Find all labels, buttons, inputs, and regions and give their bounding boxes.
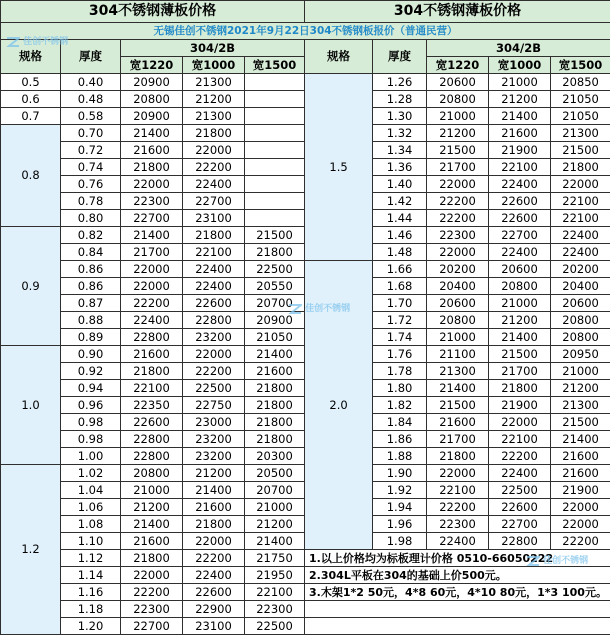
left-thickness-cell: 1.02 — [61, 465, 121, 482]
left-w1000-cell: 23200 — [183, 431, 245, 448]
right-w1220-cell: 21000 — [427, 329, 489, 346]
right-w1000-cell: 22600 — [489, 499, 551, 516]
right-width-1500-header: 宽1500 — [551, 57, 610, 74]
right-w1220-cell: 21000 — [427, 108, 489, 125]
right-thickness-cell: 1.96 — [373, 516, 427, 533]
left-width-1000-header: 宽1000 — [183, 57, 245, 74]
left-w1220-cell: 21800 — [121, 550, 183, 567]
left-w1500-cell: 21800 — [245, 244, 305, 261]
left-w1220-cell: 21400 — [121, 516, 183, 533]
right-thickness-cell: 1.34 — [373, 142, 427, 159]
left-w1500-cell: 21600 — [245, 363, 305, 380]
left-w1220-cell: 21400 — [121, 125, 183, 142]
right-thickness-cell: 1.46 — [373, 227, 427, 244]
left-w1220-cell: 22350 — [121, 397, 183, 414]
right-w1500-cell: 20600 — [551, 295, 610, 312]
left-w1500-cell — [245, 142, 305, 159]
left-w1500-cell — [245, 210, 305, 227]
right-w1220-cell: 22200 — [427, 193, 489, 210]
note-3: 3.木架1*2 50元，4*8 60元，4*10 80元，1*3 100元。 — [305, 584, 610, 601]
left-thickness-cell: 0.96 — [61, 397, 121, 414]
note-1: 1.以上价格均为标板理计价格 0510-66050222 — [305, 550, 610, 567]
left-w1000-cell: 22000 — [183, 533, 245, 550]
right-title: 304不锈钢薄板价格 — [305, 1, 610, 23]
left-thickness-cell: 0.88 — [61, 312, 121, 329]
right-w1500-cell: 21800 — [551, 159, 610, 176]
left-w1220-cell: 22000 — [121, 278, 183, 295]
right-thickness-cell: 1.98 — [373, 533, 427, 550]
left-thickness-cell: 1.08 — [61, 516, 121, 533]
right-w1220-cell: 21400 — [427, 380, 489, 397]
table-row — [1, 584, 610, 601]
left-thickness-cell: 0.80 — [61, 210, 121, 227]
left-thickness-cell: 1.00 — [61, 448, 121, 465]
left-thickness-cell: 0.70 — [61, 125, 121, 142]
right-w1500-cell: 20850 — [551, 74, 610, 91]
right-w1220-cell: 21700 — [427, 159, 489, 176]
right-thickness-cell: 1.84 — [373, 414, 427, 431]
left-w1500-cell: 21750 — [245, 550, 305, 567]
left-w1500-cell: 21800 — [245, 397, 305, 414]
left-w1220-cell: 21200 — [121, 499, 183, 516]
table-row — [1, 261, 610, 278]
right-w1220-cell: 20800 — [427, 91, 489, 108]
left-w1000-cell: 23200 — [183, 448, 245, 465]
right-w1000-cell: 22400 — [489, 176, 551, 193]
right-thickness-cell: 1.88 — [373, 448, 427, 465]
left-grade-header: 304/2B — [121, 40, 305, 57]
right-w1500-cell: 21500 — [551, 142, 610, 159]
left-w1000-cell: 22750 — [183, 397, 245, 414]
right-thickness-cell: 1.94 — [373, 499, 427, 516]
right-w1000-cell: 21000 — [489, 295, 551, 312]
right-w1220-cell: 21500 — [427, 142, 489, 159]
right-w1500-cell: 22000 — [551, 499, 610, 516]
right-thickness-cell: 1.70 — [373, 295, 427, 312]
right-spec-header: 规格 — [305, 40, 373, 74]
right-w1500-cell: 22000 — [551, 516, 610, 533]
right-w1220-cell: 20200 — [427, 261, 489, 278]
right-w1500-cell: 21600 — [551, 448, 610, 465]
left-thickness-cell: 0.40 — [61, 74, 121, 91]
left-w1000-cell: 22500 — [183, 380, 245, 397]
right-thickness-cell: 1.42 — [373, 193, 427, 210]
right-w1500-cell: 20800 — [551, 329, 610, 346]
left-w1500-cell: 21950 — [245, 567, 305, 584]
left-thickness-cell: 1.06 — [61, 499, 121, 516]
left-title: 304不锈钢薄板价格 — [1, 1, 305, 23]
right-w1000-cell: 21000 — [489, 74, 551, 91]
watermark-text: 佳创不锈钢 — [543, 556, 588, 566]
right-w1500-cell: 22400 — [551, 244, 610, 261]
right-thickness-cell: 1.68 — [373, 278, 427, 295]
right-w1000-cell: 22100 — [489, 159, 551, 176]
left-w1000-cell: 21200 — [183, 91, 245, 108]
right-w1000-cell: 21400 — [489, 108, 551, 125]
right-w1000-cell: 21700 — [489, 363, 551, 380]
left-w1220-cell: 21700 — [121, 244, 183, 261]
left-thickness-cell: 0.78 — [61, 193, 121, 210]
left-w1000-cell: 22400 — [183, 176, 245, 193]
left-w1500-cell: 21500 — [245, 227, 305, 244]
left-thickness-cell: 0.72 — [61, 142, 121, 159]
right-spec-cell: 1.5 — [305, 74, 373, 261]
right-w1500-cell: 20200 — [551, 261, 610, 278]
left-w1000-cell: 22600 — [183, 584, 245, 601]
right-thickness-cell: 1.66 — [373, 261, 427, 278]
left-thickness-cell: 0.74 — [61, 159, 121, 176]
right-thickness-cell: 1.86 — [373, 431, 427, 448]
right-w1500-cell: 21300 — [551, 397, 610, 414]
left-w1500-cell: 20700 — [245, 482, 305, 499]
left-w1000-cell: 22400 — [183, 261, 245, 278]
right-w1220-cell: 22300 — [427, 516, 489, 533]
left-w1220-cell: 22800 — [121, 329, 183, 346]
left-w1000-cell: 22400 — [183, 567, 245, 584]
right-w1220-cell: 21200 — [427, 125, 489, 142]
right-w1000-cell: 22200 — [489, 448, 551, 465]
left-w1220-cell: 22000 — [121, 567, 183, 584]
left-w1000-cell: 21600 — [183, 499, 245, 516]
left-w1500-cell: 22300 — [245, 601, 305, 618]
right-w1000-cell: 22700 — [489, 516, 551, 533]
right-w1220-cell: 20800 — [427, 312, 489, 329]
left-width-1500-header: 宽1500 — [245, 57, 305, 74]
right-w1220-cell: 22300 — [427, 227, 489, 244]
right-w1220-cell: 21300 — [427, 363, 489, 380]
left-w1500-cell: 20300 — [245, 448, 305, 465]
right-w1000-cell: 22400 — [489, 244, 551, 261]
left-thickness-cell: 0.89 — [61, 329, 121, 346]
right-w1500-cell: 22100 — [551, 210, 610, 227]
right-thickness-cell: 1.92 — [373, 482, 427, 499]
right-w1000-cell: 22700 — [489, 227, 551, 244]
right-w1000-cell: 21600 — [489, 125, 551, 142]
watermark-text: 佳创不锈钢 — [305, 304, 350, 314]
left-spec-cell: 1.0 — [1, 346, 61, 465]
note-4 — [305, 601, 610, 618]
right-w1220-cell: 22200 — [427, 210, 489, 227]
left-w1500-cell: 20700 — [245, 295, 305, 312]
left-w1000-cell: 21800 — [183, 516, 245, 533]
left-w1000-cell: 22900 — [183, 601, 245, 618]
left-w1500-cell: 21800 — [245, 431, 305, 448]
left-thickness-cell: 0.82 — [61, 227, 121, 244]
right-thickness-cell: 1.28 — [373, 91, 427, 108]
right-w1220-cell: 20600 — [427, 295, 489, 312]
left-w1500-cell: 20500 — [245, 465, 305, 482]
right-thickness-header: 厚度 — [373, 40, 427, 74]
left-thickness-cell: 0.76 — [61, 176, 121, 193]
table-row — [1, 567, 610, 584]
right-thickness-cell: 1.72 — [373, 312, 427, 329]
left-w1500-cell — [245, 91, 305, 108]
left-w1220-cell: 20800 — [121, 91, 183, 108]
right-w1220-cell: 22100 — [427, 482, 489, 499]
right-w1220-cell: 21500 — [427, 397, 489, 414]
right-thickness-cell: 1.78 — [373, 363, 427, 380]
left-spec-cell: 0.8 — [1, 125, 61, 227]
left-w1000-cell: 22400 — [183, 278, 245, 295]
right-w1220-cell: 21800 — [427, 448, 489, 465]
left-w1220-cell: 22700 — [121, 210, 183, 227]
table-row — [1, 618, 610, 635]
right-thickness-cell: 1.36 — [373, 159, 427, 176]
left-w1220-cell: 22400 — [121, 312, 183, 329]
right-w1000-cell: 22000 — [489, 414, 551, 431]
left-w1500-cell: 22500 — [245, 618, 305, 635]
left-w1220-cell: 21000 — [121, 482, 183, 499]
left-w1220-cell: 22300 — [121, 193, 183, 210]
right-w1220-cell: 22400 — [427, 533, 489, 550]
left-w1220-cell: 21600 — [121, 346, 183, 363]
right-thickness-cell: 1.76 — [373, 346, 427, 363]
left-w1500-cell — [245, 74, 305, 91]
left-w1220-cell: 21800 — [121, 363, 183, 380]
watermark-text: 佳创不锈钢 — [23, 37, 68, 47]
right-w1000-cell: 22600 — [489, 210, 551, 227]
left-w1000-cell: 21800 — [183, 125, 245, 142]
right-w1220-cell: 22200 — [427, 499, 489, 516]
right-w1000-cell: 21900 — [489, 397, 551, 414]
right-thickness-cell: 1.74 — [373, 329, 427, 346]
left-thickness-cell: 1.18 — [61, 601, 121, 618]
left-w1500-cell: 22100 — [245, 584, 305, 601]
right-thickness-cell: 1.90 — [373, 465, 427, 482]
right-w1220-cell: 20400 — [427, 278, 489, 295]
left-thickness-cell: 0.90 — [61, 346, 121, 363]
right-w1500-cell: 22400 — [551, 227, 610, 244]
left-w1000-cell: 22600 — [183, 295, 245, 312]
left-w1220-cell: 20900 — [121, 74, 183, 91]
left-w1000-cell: 22100 — [183, 244, 245, 261]
left-thickness-cell: 1.14 — [61, 567, 121, 584]
right-width-1220-header: 宽1220 — [427, 57, 489, 74]
left-w1500-cell: 21200 — [245, 516, 305, 533]
left-w1500-cell — [245, 193, 305, 210]
right-w1220-cell: 22000 — [427, 465, 489, 482]
right-w1220-cell: 21600 — [427, 414, 489, 431]
right-w1000-cell: 21200 — [489, 91, 551, 108]
left-spec-cell: 0.9 — [1, 227, 61, 346]
table-row — [1, 601, 610, 618]
left-w1220-cell: 21600 — [121, 533, 183, 550]
left-w1000-cell: 23200 — [183, 329, 245, 346]
left-w1000-cell: 21300 — [183, 74, 245, 91]
right-w1000-cell: 22400 — [489, 465, 551, 482]
right-w1500-cell: 21000 — [551, 363, 610, 380]
left-thickness-cell: 1.04 — [61, 482, 121, 499]
left-w1500-cell: 20900 — [245, 312, 305, 329]
right-thickness-cell: 1.44 — [373, 210, 427, 227]
left-thickness-cell: 1.12 — [61, 550, 121, 567]
subtitle: 无锡佳创不锈钢2021年9月22日304不锈钢板报价（普通民营） — [1, 23, 610, 40]
right-grade-header: 304/2B — [427, 40, 610, 57]
left-w1220-cell: 21400 — [121, 227, 183, 244]
left-thickness-cell: 0.86 — [61, 261, 121, 278]
left-w1220-cell: 21600 — [121, 142, 183, 159]
right-w1500-cell: 22200 — [551, 533, 610, 550]
left-w1220-cell: 22100 — [121, 380, 183, 397]
left-w1500-cell — [245, 108, 305, 125]
left-w1220-cell: 22800 — [121, 431, 183, 448]
right-w1500-cell: 21400 — [551, 431, 610, 448]
left-spec-cell: 0.5 — [1, 74, 61, 91]
left-thickness-cell: 1.16 — [61, 584, 121, 601]
right-thickness-cell: 1.48 — [373, 244, 427, 261]
right-w1000-cell: 21200 — [489, 312, 551, 329]
left-w1220-cell: 22000 — [121, 176, 183, 193]
left-w1500-cell: 21000 — [245, 499, 305, 516]
right-w1500-cell: 21300 — [551, 125, 610, 142]
left-w1220-cell: 22000 — [121, 261, 183, 278]
left-w1000-cell: 21300 — [183, 108, 245, 125]
left-w1500-cell: 21800 — [245, 380, 305, 397]
right-w1000-cell: 21800 — [489, 380, 551, 397]
left-w1000-cell: 23000 — [183, 414, 245, 431]
right-w1220-cell: 21700 — [427, 431, 489, 448]
left-w1220-cell: 22200 — [121, 584, 183, 601]
right-w1500-cell: 20400 — [551, 278, 610, 295]
left-thickness-cell: 0.98 — [61, 414, 121, 431]
right-w1500-cell: 22000 — [551, 176, 610, 193]
right-w1000-cell: 22500 — [489, 482, 551, 499]
left-w1000-cell: 22800 — [183, 312, 245, 329]
right-w1500-cell: 20800 — [551, 312, 610, 329]
left-w1220-cell: 22300 — [121, 601, 183, 618]
left-thickness-cell: 0.84 — [61, 244, 121, 261]
left-w1500-cell — [245, 125, 305, 142]
table-row — [1, 550, 610, 567]
left-thickness-header: 厚度 — [61, 40, 121, 74]
right-w1500-cell: 21500 — [551, 414, 610, 431]
table-row — [1, 74, 610, 91]
right-w1500-cell: 21050 — [551, 108, 610, 125]
right-w1000-cell: 20600 — [489, 261, 551, 278]
right-w1500-cell: 21050 — [551, 91, 610, 108]
note-2: 2.304L平板在304的基础上价500元。 — [305, 567, 610, 584]
left-thickness-cell: 0.94 — [61, 380, 121, 397]
left-w1000-cell: 22000 — [183, 142, 245, 159]
left-w1000-cell: 23100 — [183, 210, 245, 227]
left-spec-header: 规格 — [1, 40, 61, 74]
left-w1220-cell: 22600 — [121, 414, 183, 431]
right-w1000-cell: 22600 — [489, 193, 551, 210]
right-w1500-cell: 21900 — [551, 482, 610, 499]
left-w1000-cell: 21800 — [183, 227, 245, 244]
left-w1000-cell: 21200 — [183, 465, 245, 482]
left-spec-cell: 1.2 — [1, 465, 61, 635]
right-w1000-cell: 21500 — [489, 346, 551, 363]
right-w1220-cell: 22000 — [427, 176, 489, 193]
left-thickness-cell: 0.98 — [61, 431, 121, 448]
right-thickness-cell: 1.40 — [373, 176, 427, 193]
right-thickness-cell: 1.82 — [373, 397, 427, 414]
left-thickness-cell: 0.92 — [61, 363, 121, 380]
left-w1220-cell: 22800 — [121, 448, 183, 465]
left-w1220-cell: 22700 — [121, 618, 183, 635]
left-w1220-cell: 21800 — [121, 159, 183, 176]
right-w1000-cell: 22800 — [489, 533, 551, 550]
note-5 — [305, 618, 610, 635]
right-w1220-cell: 22000 — [427, 244, 489, 261]
left-w1500-cell: 20550 — [245, 278, 305, 295]
left-width-1220-header: 宽1220 — [121, 57, 183, 74]
right-width-1000-header: 宽1000 — [489, 57, 551, 74]
right-w1000-cell: 21400 — [489, 329, 551, 346]
left-w1500-cell: 21400 — [245, 346, 305, 363]
right-w1000-cell: 21900 — [489, 142, 551, 159]
left-w1500-cell: 21400 — [245, 533, 305, 550]
left-spec-cell: 0.7 — [1, 108, 61, 125]
left-thickness-cell: 1.10 — [61, 533, 121, 550]
left-w1220-cell: 20900 — [121, 108, 183, 125]
left-w1500-cell — [245, 176, 305, 193]
left-thickness-cell: 1.20 — [61, 618, 121, 635]
left-thickness-cell: 0.48 — [61, 91, 121, 108]
right-thickness-cell: 1.30 — [373, 108, 427, 125]
right-w1000-cell: 20800 — [489, 278, 551, 295]
right-w1220-cell: 21100 — [427, 346, 489, 363]
right-spec-cell: 2.0 — [305, 261, 373, 550]
left-w1500-cell: 21050 — [245, 329, 305, 346]
right-w1000-cell: 22100 — [489, 431, 551, 448]
left-w1000-cell: 21400 — [183, 482, 245, 499]
left-w1000-cell: 23100 — [183, 618, 245, 635]
left-spec-cell: 0.6 — [1, 91, 61, 108]
left-w1000-cell: 22000 — [183, 346, 245, 363]
right-w1500-cell: 22100 — [551, 193, 610, 210]
left-w1500-cell: 22500 — [245, 261, 305, 278]
right-thickness-cell: 1.32 — [373, 125, 427, 142]
left-w1500-cell: 21800 — [245, 414, 305, 431]
right-w1220-cell: 20600 — [427, 74, 489, 91]
left-w1500-cell — [245, 159, 305, 176]
right-w1500-cell: 21600 — [551, 465, 610, 482]
left-w1220-cell: 20800 — [121, 465, 183, 482]
left-thickness-cell: 0.86 — [61, 278, 121, 295]
left-w1000-cell: 22200 — [183, 550, 245, 567]
left-w1000-cell: 22200 — [183, 363, 245, 380]
left-thickness-cell: 0.87 — [61, 295, 121, 312]
left-w1000-cell: 22200 — [183, 159, 245, 176]
left-thickness-cell: 0.58 — [61, 108, 121, 125]
right-thickness-cell: 1.26 — [373, 74, 427, 91]
left-w1220-cell: 22200 — [121, 295, 183, 312]
right-thickness-cell: 1.80 — [373, 380, 427, 397]
right-w1500-cell: 20950 — [551, 346, 610, 363]
left-w1000-cell: 22700 — [183, 193, 245, 210]
right-w1500-cell: 21200 — [551, 380, 610, 397]
